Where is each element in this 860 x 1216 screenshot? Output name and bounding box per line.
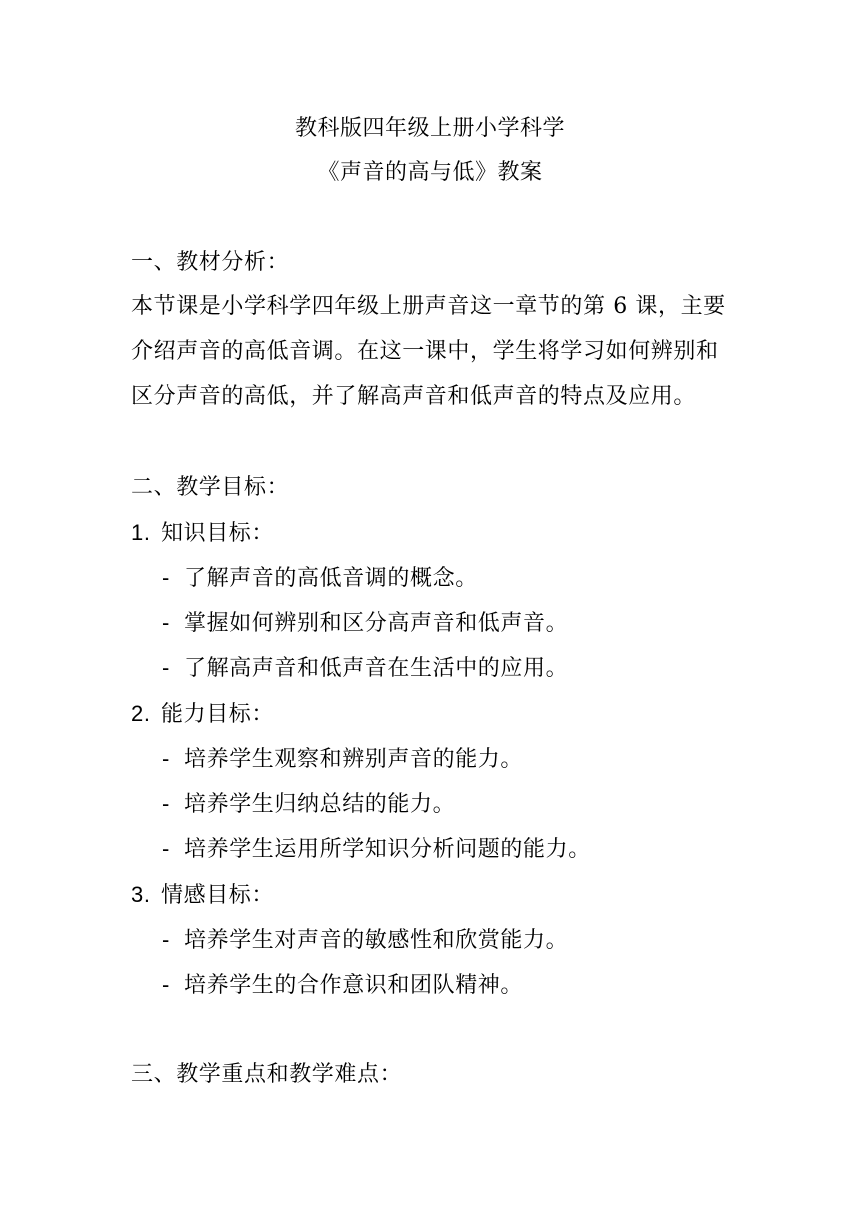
list-item-text: 培养学生的合作意识和团队精神。	[184, 973, 524, 998]
bullet-dash: -	[162, 836, 170, 861]
section-heading-analysis: 一、教材分析：	[131, 250, 290, 275]
list-item-text: 培养学生归纳总结的能力。	[184, 792, 456, 817]
list-item	[162, 834, 591, 865]
goal-number: 2.	[131, 701, 151, 726]
list-item	[162, 608, 568, 639]
goal-heading-emotion	[131, 880, 274, 911]
goal-label: 知识目标：	[161, 521, 275, 546]
bullet-dash: -	[162, 746, 170, 771]
bullet-dash: -	[162, 610, 170, 635]
analysis-paragraph-line: 介绍声音的高低音调。在这一课中，学生将学习如何辨别和	[131, 339, 719, 364]
bullet-dash: -	[162, 972, 170, 997]
goal-label: 情感目标：	[161, 883, 275, 908]
bullet-dash: -	[162, 655, 170, 680]
list-item	[162, 970, 523, 1001]
list-item	[162, 563, 478, 594]
goal-number: 3.	[131, 882, 151, 907]
list-item	[162, 789, 455, 820]
list-item-text: 掌握如何辨别和区分高声音和低声音。	[184, 611, 569, 636]
list-item-text: 培养学生观察和辨别声音的能力。	[184, 747, 524, 772]
list-item-text: 培养学生运用所学知识分析问题的能力。	[184, 837, 591, 862]
list-item	[162, 653, 568, 684]
list-item-text: 了解高声音和低声音在生活中的应用。	[184, 656, 569, 681]
analysis-paragraph-line: 本节课是小学科学四年级上册声音这一章节的第 6 课，主要	[131, 294, 726, 319]
goal-number: 1.	[131, 520, 151, 545]
document-title: 教科版四年级上册小学科学	[294, 116, 565, 141]
section-heading-key-points: 三、教学重点和教学难点：	[131, 1062, 403, 1087]
document-subtitle: 《声音的高与低》教案	[317, 160, 543, 185]
list-item	[162, 744, 523, 775]
section-heading-goals: 二、教学目标：	[131, 475, 290, 500]
bullet-dash: -	[162, 927, 170, 952]
bullet-dash: -	[162, 791, 170, 816]
bullet-dash: -	[162, 565, 170, 590]
list-item	[162, 925, 568, 956]
goal-heading-knowledge	[131, 518, 274, 549]
goal-label: 能力目标：	[161, 702, 275, 727]
analysis-paragraph-line: 区分声音的高低，并了解高声音和低声音的特点及应用。	[131, 384, 697, 409]
list-item-text: 了解声音的高低音调的概念。	[184, 566, 478, 591]
list-item-text: 培养学生对声音的敏感性和欣赏能力。	[184, 928, 569, 953]
goal-heading-ability	[131, 699, 274, 730]
